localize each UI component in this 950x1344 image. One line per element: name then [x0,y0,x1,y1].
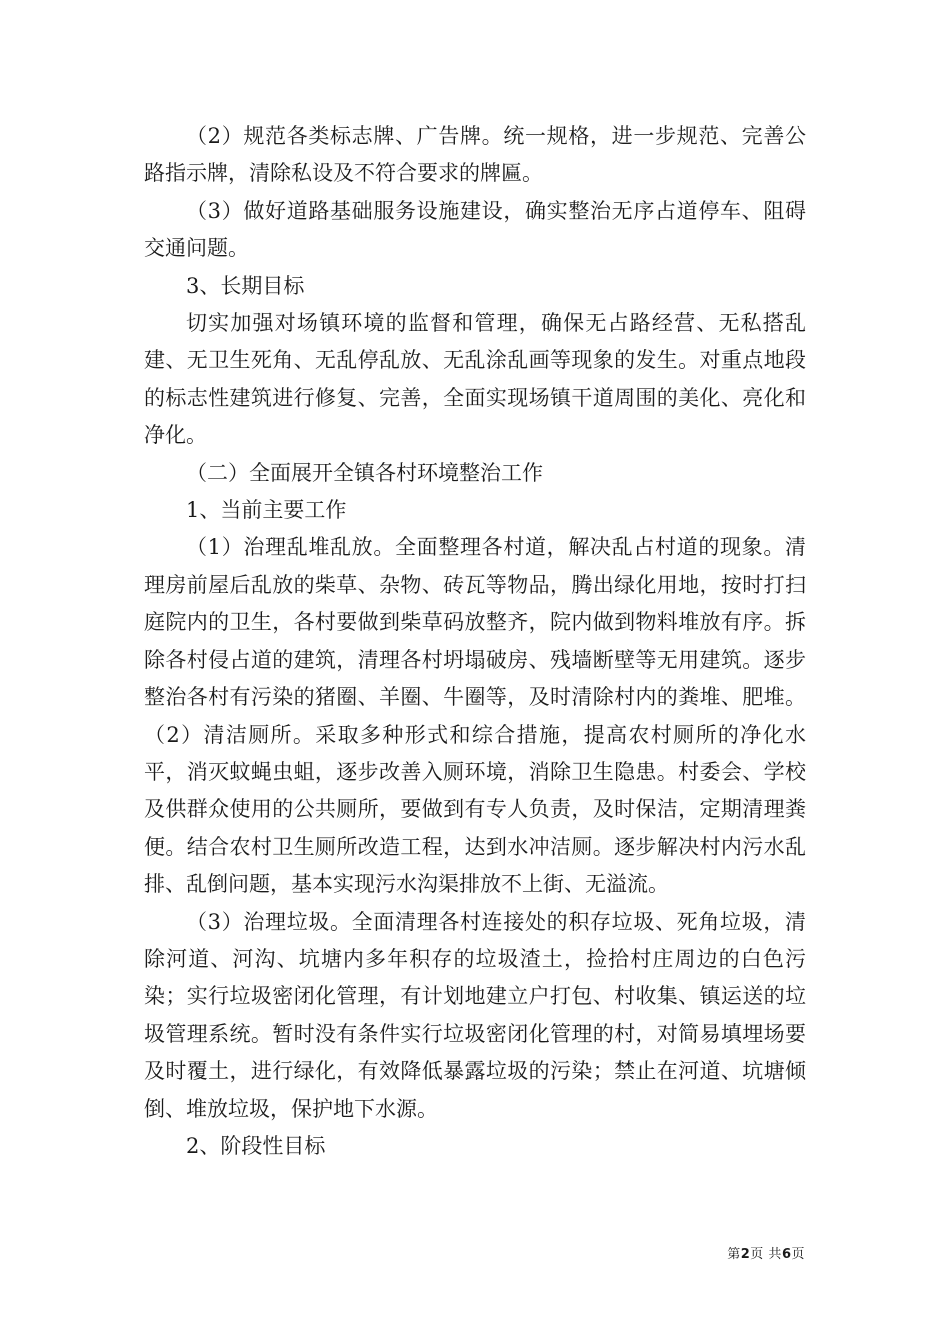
footer-suffix: 页 [791,1247,805,1262]
paragraph-garbage: （3）治理垃圾。全面清理各村连接处的积存垃圾、死角垃圾，清除河道、河沟、坑塘内多年积存的垃圾渣土，捡拾村庄周边的白色污染；实行垃圾密闭化管理，有计划地建立户打包、村收集、镇运送的垃圾管理系统。暂时没有条件实行垃圾密闭化管理的村，对简易填埋场要及时覆土，进行绿化，有效降低暴露垃圾的污染；禁止在河道、坑塘倾倒、堆放垃圾，保护地下水源。 [144,909,806,1121]
paragraph-long-term-goals: 切实加强对场镇环境的监督和管理，确保无占路经营、无私搭乱建、无卫生死角、无乱停乱放、无乱涂乱画等现象的发生。对重点地段的标志性建筑进行修复、完善，全面实现场镇干道周围的美化、亮化和净化。 [144,311,806,448]
paragraph-item-3-road-facilities: （3）做好道路基础服务设施建设，确实整治无序占道停车、阻碍交通问题。 [144,198,806,261]
footer-prefix: 第 [727,1247,741,1262]
document-body [144,118,806,1165]
paragraph-clutter-and-toilets: （1）治理乱堆乱放。全面整理各村道，解决乱占村道的现象。清理房前屋后乱放的柴草、杂物、砖瓦等物品，腾出绿化用地，按时打扫庭院内的卫生，各村要做到柴草码放整齐，院内做到物料堆放有序。拆除各村侵占道的建筑，清理各村坍塌破房、残墙断壁等无用建筑。逐步整治各村有污染的猪圈、羊圈、牛圈等，及时清除村内的粪堆、肥堆。（2）清洁厕所。采取多种形式和综合措施，提高农村厕所的净化水平，消灭蚊蝇虫蛆，逐步改善入厕环境，消除卫生隐患。村委会、学校及供群众使用的公共厕所，要做到有专人负责，及时保洁，定期清理粪便。结合农村卫生厕所改造工程，达到水冲洁厕。逐步解决村内污水乱排、乱倒问题，基本实现污水沟渠排放不上街、无溢流。 [144,535,806,897]
heading-village-environment: （二）全面展开全镇各村环境整治工作 [186,460,543,485]
page-number-footer [727,1247,805,1263]
footer-middle: 页 共 [750,1247,782,1262]
current-page-number: 2 [740,1247,751,1262]
paragraph-item-2-standardize-signs: （2）规范各类标志牌、广告牌。统一规格，进一步规范、完善公路指示牌，清除私设及不符合要求的牌匾。 [144,124,806,186]
heading-phase-goals: 2、阶段性目标 [186,1133,326,1158]
total-page-number: 6 [781,1247,792,1262]
heading-long-term-goals: 3、长期目标 [186,273,305,298]
heading-current-work: 1、当前主要工作 [186,498,347,523]
